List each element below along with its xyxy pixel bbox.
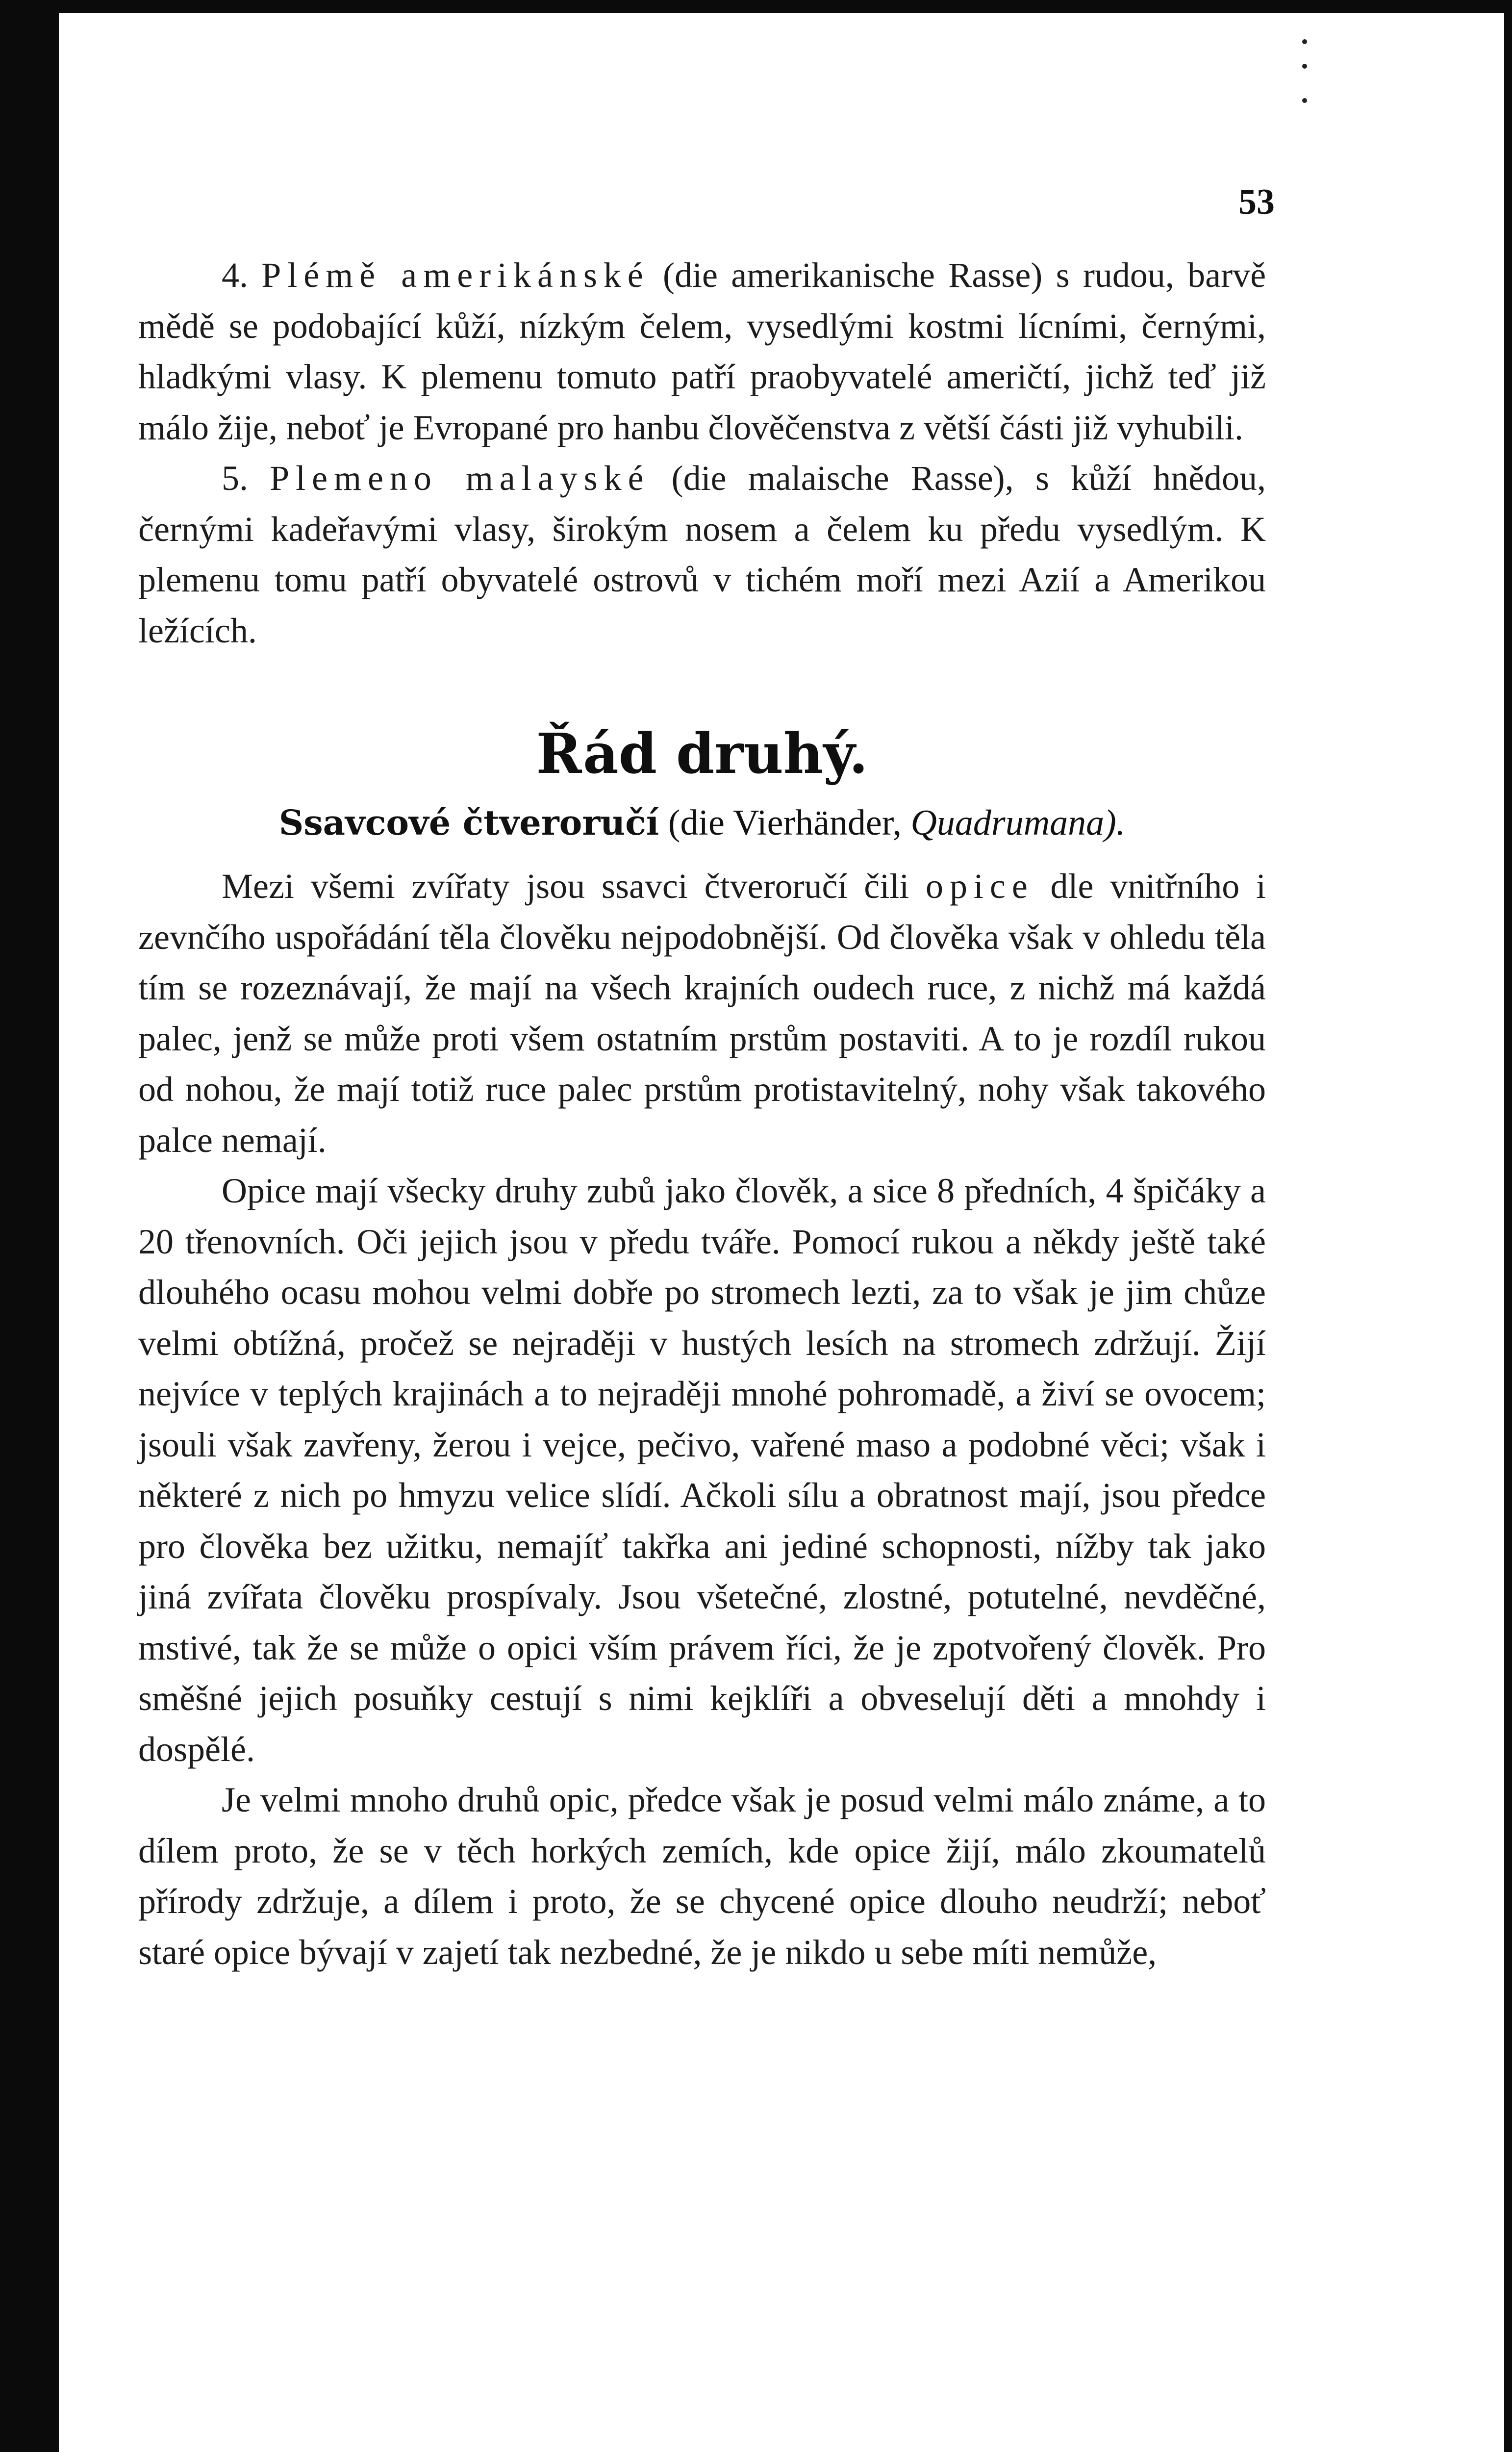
item-number: 4. [222,255,248,295]
subheading-czech: Ssavcové čtveroručí [278,802,659,843]
paragraph-monkey-teeth [138,1166,1266,1775]
subheading-latin: Quadrumana). [910,803,1126,843]
paragraph-text: Mezi všemi zvířaty jsou ssavci čtveroručí čili [222,867,909,906]
paragraph-race-malay [138,453,1266,656]
paragraph-text: Je velmi mnoho druhů opic, předce však je posud velmi málo známe, a to dílem proto, že se v těch horkých zemích, kde opice žijí, málo zkoumatelů přírody zdržuje, a dílem i proto, že se chycené opice dlouho neudrží; neboť staré opice bývají v zajetí tak nezbedné, že je nikdo u sebe míti nemůže, [138,1780,1266,1972]
section-subheading [138,798,1266,847]
race-name: Plemeno malayské [270,459,650,498]
german-term: (die amerikanische Rasse) [663,255,1043,295]
speck [1302,98,1307,103]
speck [1302,64,1307,69]
paragraph-text: Opice mají všecky druhy zubů jako člověk, a sice 8 předních, 4 špičáky a 20 třenovních. Oči jejich jsou v předu tváře. Pomocí rukou a někdy ještě také dlouhého ocasu mohou velmi dobře po stromech lezti, za to však je jim chůze velmi obtížná, pročež se nejraději v hustých lesích na stromech zdržují. Žijí nejvíce v teplých krajinách a to nejraději mnohé pohromadě, a živí se ovocem; jsouli však zavřeny, žerou i vejce, pečivo, vařené maso a podobné věci; však i některé z nich po hmyzu velice slídí. Ačkoli sílu a obratnost mají, jsou předce pro člověka bez užitku, nemajíť takřka ani jediné schopnosti, nížby tak jako jiná zvířata člověku prospívaly. Jsou všetečné, zlostné, potutelné, nevděčné, mstivé, tak že se může o opici vším právem říci, že je zpotvořený člověk. Pro směšné jejich posuňky cestují s nimi kejklíři a obveselují děti a mnohdy i dospělé. [138,1171,1266,1769]
paragraph-text: dle vnitřního i zevnčího uspořádání těla člověku nejpodobnější. Od člověka však v ohledu těla tím se rozeznávají, že mají na všech krajních oudech ruce, z nichž má každá palec, jenž se může proti všem ostatním prstům postaviti. A to je rozdíl rukou od nohou, že mají totiž ruce palec prstům protistavitelný, nohy však takového palce nemají. [138,867,1266,1160]
page-number: 53 [1238,182,1275,222]
scan-border-right [1504,0,1512,2452]
emphasized-term: opice [926,867,1034,906]
speck [1302,39,1307,44]
german-term: (die malaische Rasse), [671,459,1014,498]
paragraph-race-american [138,250,1266,453]
scan-specks [1302,29,1312,108]
item-number: 5. [222,459,248,498]
scan-border-left [0,0,59,2452]
scan-border-top [0,0,1512,13]
paragraph-monkey-species [138,1775,1266,1978]
subheading-german: (die Vierhänder, [668,803,902,843]
page-body [138,250,1266,1978]
race-name: Plémě amerikánské [261,255,650,295]
paragraph-text: s rudou, barvě mědě se podobající kůží, nízkým čelem, vysedlými kostmi lícními, černými, hladkými vlasy. K plemenu tomuto patří praobyvatelé američtí, jichž teď již málo žije, neboť je Evropané pro hanbu člověčenstva z větší části již vyhubili. [138,255,1266,447]
paragraph-quadrumana-intro [138,861,1266,1166]
paragraph-text: s kůží hnědou, černými kadeřavými vlasy, širokým nosem a čelem ku předu vysedlým. K plemenu tomu patří obyvatelé ostrovů v tichém moří mezi Azií a Amerikou ležících. [138,459,1266,650]
section-heading: Řád druhý. [536,722,868,786]
